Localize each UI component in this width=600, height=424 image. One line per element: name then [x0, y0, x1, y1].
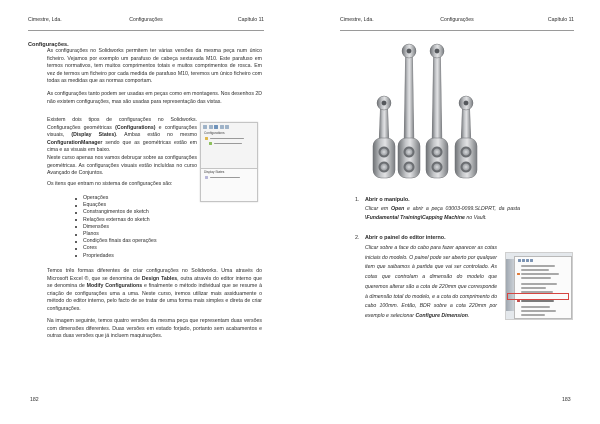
menu-toolbar-icon — [522, 259, 525, 262]
bold-term: Open — [391, 206, 405, 212]
text-run: Na imagem seguinte, temos quatro versões da mesma peça que representam duas versões com dimensões diferentes. Duas versões em estado forjado, portanto sem acabamentos e outras duas versões que já incluem maquinações. — [47, 318, 262, 340]
list-item-label: Cores — [83, 245, 97, 252]
list-item — [72, 202, 157, 209]
list-item-label: Dimensões — [83, 223, 109, 230]
text-run: . — [467, 312, 470, 319]
text-run: no Vault. — [464, 215, 487, 222]
types-paragraph — [47, 117, 197, 155]
dimxpert-tab-icon — [220, 125, 224, 129]
bold-term: Design Tables — [141, 275, 178, 282]
types-block — [47, 117, 197, 178]
text-run: Existem dois tipos de configurações no Solidworks. Configurações geométricas — [47, 117, 197, 131]
default-config-label-line — [214, 143, 242, 145]
header-company: Cimestre, Lda. — [340, 17, 374, 23]
menu-item — [521, 306, 550, 308]
bold-term: (Configurations) — [115, 124, 156, 131]
header-chapter: Capítulo 11 — [547, 17, 574, 23]
featuremanager-tab-icon — [203, 125, 207, 129]
text-run: e configurações visuais, — [47, 124, 197, 139]
figure-intro-paragraph — [47, 318, 262, 341]
list-item — [72, 217, 157, 224]
configure-dimension-menu-item — [521, 300, 554, 302]
menu-toolbar-icon — [530, 259, 533, 262]
menu-item — [521, 283, 557, 285]
course-paragraph — [47, 155, 197, 178]
list-item-label: Condições finais das operações — [83, 238, 157, 245]
text-run: As configurações no Solidworks permitem ter várias versões da mesma peça num único ficheiro. Vejamos por exemplo um parafuso de cabeça sextavada M10. Este parafuso em termos normativos, tem muitos comprimentos totais e muitos comprimentos de rosca. Em vez de termos um ficheiro por cada medida de parafuso M10, teremos um único ficheiro com todas as medidas que as normas comportam. — [47, 48, 262, 85]
step-1-title: Abrir o manípulo. — [365, 197, 410, 203]
bold-term: Configure Dimension — [415, 312, 468, 319]
header-section: Configurações — [129, 17, 163, 23]
step-2-body — [365, 244, 497, 322]
menu-toolbar-icon — [526, 259, 529, 262]
usage-paragraph — [47, 91, 262, 106]
menu-item — [521, 269, 549, 271]
section-heading: Configurações. — [28, 42, 69, 48]
step-1-number: 1. — [355, 197, 360, 203]
left-header-rule — [28, 30, 264, 31]
display-state-item — [205, 176, 240, 179]
menu-toolbar-icon — [518, 259, 521, 262]
list-item-label: Equações — [83, 202, 107, 209]
bold-term: (Display States) — [71, 132, 116, 139]
bold-term: \Fundamental Training\Capping Machine — [365, 215, 465, 222]
bullet-icon — [75, 205, 77, 207]
left-page-header — [28, 16, 264, 24]
propertymanager-tab-icon — [209, 125, 213, 129]
menu-item — [521, 310, 556, 312]
bullet-icon — [75, 241, 77, 243]
right-header-rule — [340, 30, 574, 31]
context-menu-screenshot — [505, 252, 573, 320]
bullet-icon — [75, 255, 77, 257]
left-page-number: 182 — [30, 397, 39, 403]
text-run: , outra através do editor interno que se denomina de — [47, 275, 262, 290]
intro-paragraph — [47, 48, 262, 86]
text-run: Neste curso apenas nos vamos debruçar sobre as configurações geométricas. As configurações visuais estão incluídas no curso Avançado de Conjuntos. — [47, 154, 197, 177]
bullet-icon — [75, 198, 77, 200]
dimension-icon — [517, 273, 520, 276]
lever-part-4 — [455, 96, 477, 178]
list-item — [72, 238, 157, 245]
list-item — [72, 224, 157, 231]
highlight-box — [507, 293, 569, 300]
text-run: Clicar em — [365, 206, 392, 212]
menu-item — [521, 287, 546, 289]
configuration-items-list — [72, 195, 157, 260]
display-states-title: Display States — [204, 170, 225, 174]
display-state-icon — [205, 176, 208, 179]
bullet-icon — [75, 219, 77, 221]
list-item — [72, 231, 157, 238]
menu-item — [521, 314, 545, 316]
list-item — [72, 195, 157, 202]
configuration-tree-root — [205, 137, 244, 140]
list-item — [72, 245, 157, 252]
text-run: As configurações tanto podem ser usadas em peças como em montagens. Nos desenhos 2D não existem configurações, mas são usadas para representação das vistas. — [47, 91, 262, 105]
right-page-header — [340, 16, 574, 24]
bullet-icon — [75, 234, 77, 236]
header-chapter: Capítulo 11 — [237, 17, 264, 23]
list-item-label: Operações — [83, 195, 109, 201]
part-versions-figure — [360, 38, 485, 183]
list-item-label: Propriedades — [83, 252, 114, 259]
menu-item — [521, 277, 551, 279]
part-icon — [205, 137, 208, 140]
bullet-icon — [75, 212, 77, 214]
bullet-icon — [75, 226, 77, 228]
lever-part-2 — [398, 44, 420, 178]
text-run: e finalmente o método individual que se resume à criação de configurações uma a uma. Neste curso, iremos utilizar mais assiduamente o método do editor interno, pelo facto de se tratar de uma forma mais simples e direta de criar configurações. — [47, 283, 262, 312]
text-run: Clicar sobre a face do cabo para fazer aparecer as cotas iniciais do modelo. O painel pode ser aberto por qualquer item que saibamos à partida que vai ser controlado. As cotas que controlam a dimensão do modelo que queremos alterar são a cota de 220mm que corresponde à dimensão total do modelo, e a cota do comprimento do cabo 100mm. Então, BDR sobre a cota 220mm por exemplo e selecionar — [365, 245, 497, 319]
right-page-number: 183 — [562, 397, 571, 403]
list-item-label: Planos — [83, 230, 99, 237]
tree-root-label-line — [210, 138, 244, 140]
list-item — [72, 253, 157, 260]
pane-divider — [201, 168, 257, 169]
text-run: e abrir a peça 03003-0099.SLDPRT, da pasta — [404, 206, 520, 212]
configuration-icon — [209, 142, 212, 145]
step-1-body — [365, 205, 520, 224]
list-item-label: Constrangimentos de sketch — [83, 209, 149, 216]
text-run: . Ambas estão no mesmo — [115, 132, 197, 139]
step-2-title: Abrir o painel do editor interno. — [365, 235, 446, 241]
methods-paragraph — [47, 268, 262, 314]
step-2-number: 2. — [355, 235, 360, 241]
text-run: sendo que as geométricas estão em cima e as visuais em baixo. — [47, 139, 197, 154]
configurations-title: Configurations — [204, 131, 225, 135]
context-menu — [514, 256, 572, 319]
configurationmanager-tab-icon — [214, 125, 218, 129]
header-section: Configurações — [440, 17, 474, 23]
list-item — [72, 209, 157, 216]
menu-item — [521, 265, 555, 267]
display-state-label-line — [210, 177, 240, 179]
lever-part-3 — [426, 44, 448, 178]
bullet-icon — [75, 248, 77, 250]
manager-tabs — [203, 125, 229, 129]
lever-part-1 — [373, 96, 395, 178]
display-manager-tab-icon — [225, 125, 229, 129]
list-item-label: Relações externas do sketch — [83, 216, 150, 223]
bold-term: Modify Configurations — [86, 283, 143, 290]
items-intro: Os itens que entram no sistema de configurações são: — [47, 181, 173, 187]
header-company: Cimestre, Lda. — [28, 17, 62, 23]
bold-term: ConfigurationManager — [47, 139, 103, 146]
text-run: Temos três formas diferentes de criar configurações no Solidworks. Uma através do Microsoft Excel ®, que se denomina de — [47, 268, 262, 282]
configuration-tree-default — [209, 142, 242, 145]
configuration-manager-screenshot — [200, 122, 258, 202]
menu-item — [521, 273, 559, 275]
